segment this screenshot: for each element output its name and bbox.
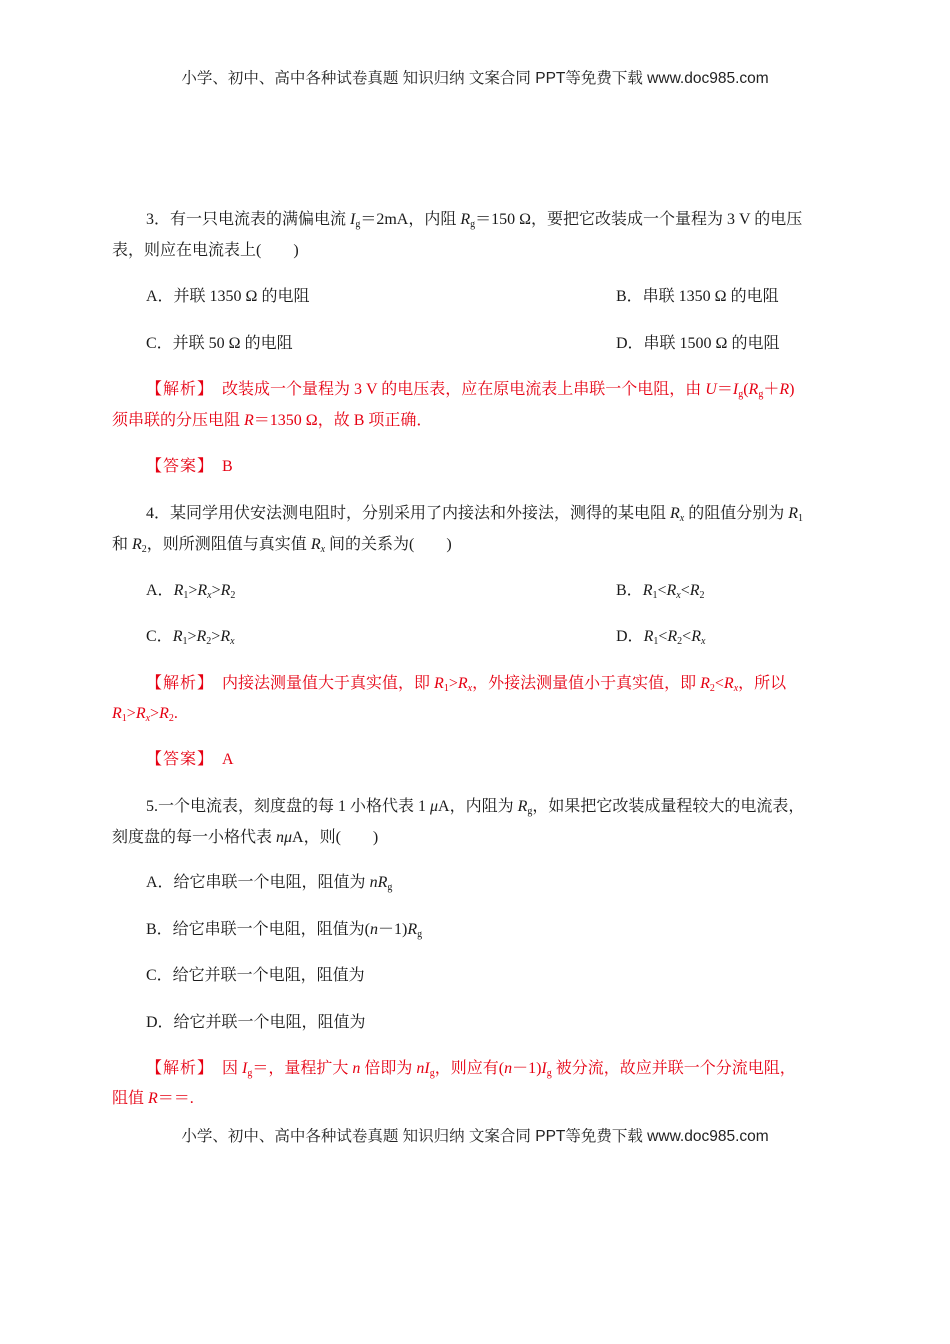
q4-option-c: C．$R_1>R_2>R_x$	[146, 628, 235, 647]
q3-analysis-line1: 【解析】 改装成一个量程为 3 V 的电压表，应在原电流表上串联一个电阻，由 $U=I_g(R_g+R)$	[146, 381, 795, 400]
q5-stem-line2: 刻度盘的每一小格代表 nμA，则( )	[112, 829, 379, 846]
q5-option-d: D．给它并联一个电阻，阻值为	[146, 1014, 366, 1031]
q4-answer: 【答案】 A	[146, 751, 234, 768]
q3-option-d: D．串联 1500 Ω 的电阻	[616, 335, 780, 352]
q4-analysis-line1: 【解析】 内接法测量值大于真实值，即 $R_1>R_x$，外接法测量值小于真实值，即 $R_2<R_x$，所以	[146, 675, 787, 694]
q4-stem-line2: 和 $R_2$，则所测阻值与真实值 $R_x$ 间的关系为( )	[112, 536, 452, 555]
q3-analysis-line2: 须串联的分压电阻 R＝1350 Ω，故 B 项正确．	[112, 412, 433, 429]
q4-option-b: B．$R_1<R_x<R_2$	[616, 582, 705, 601]
q5-analysis-line2: 阻值 R＝＝.	[112, 1090, 194, 1107]
q3-option-c: C．并联 50 Ω 的电阻	[146, 335, 293, 352]
q5-option-b: B．给它串联一个电阻，阻值为$(n-1)R_g$	[146, 921, 423, 940]
footer-banner: 小学、初中、高中各种试卷真题 知识归纳 文案合同 PPT等免费下载 www.doc985.com	[181, 1128, 769, 1145]
q3-option-b: B．串联 1350 Ω 的电阻	[616, 288, 779, 305]
q4-stem-line1: 4．某同学用伏安法测电阻时，分别采用了内接法和外接法，测得的某电阻 $R_x$ 的阻值分别为 $R_1$	[146, 505, 804, 524]
q5-analysis-line1: 【解析】 因 $I_g=$，量程扩大 n 倍即为 $nI_g$，则应有$(n-1)I_g$ 被分流，故应并联一个分流电阻，	[146, 1060, 796, 1079]
q3-stem-line2: 表，则应在电流表上( )	[112, 242, 299, 259]
q4-option-a: A．$R_1>R_x>R_2$	[146, 582, 236, 601]
q5-option-c: C．给它并联一个电阻，阻值为	[146, 967, 365, 984]
q5-stem-line1: 5.一个电流表，刻度盘的每 1 小格代表 1 μA，内阻为 $R_g$，如果把它改装成量程较大的电流表，	[146, 798, 805, 817]
q3-stem-line1: 3．有一只电流表的满偏电流 $I_g=2mA$，内阻 $R_g=150$ Ω，要把它改装成一个量程为 3 V 的电压	[146, 211, 803, 230]
q4-analysis-line2: $R_1>R_x>R_2$.	[112, 705, 178, 724]
q3-answer: 【答案】 B	[146, 458, 233, 475]
q3-option-a: A．并联 1350 Ω 的电阻	[146, 288, 310, 305]
q4-option-d: D．$R_1<R_2<R_x$	[616, 628, 706, 647]
header-banner: 小学、初中、高中各种试卷真题 知识归纳 文案合同 PPT等免费下载 www.doc985.com	[181, 70, 769, 87]
q5-option-a: A．给它串联一个电阻，阻值为 $nR_g$	[146, 874, 393, 893]
